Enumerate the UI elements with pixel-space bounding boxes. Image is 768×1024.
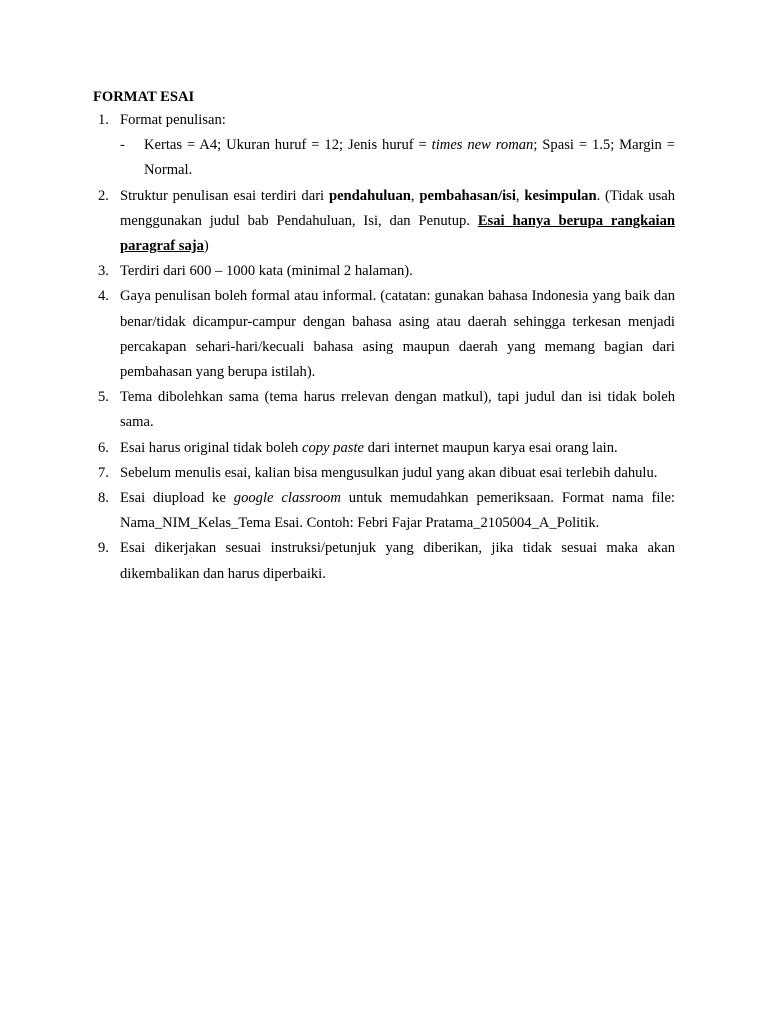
list-item-text (120, 385, 675, 435)
list-item-text (120, 259, 675, 284)
emphasized-text: Esai hanya berupa rangkaian paragraf saja (120, 212, 675, 255)
text-segment: Esai harus original tidak boleh (120, 439, 302, 456)
list-item-text (120, 536, 675, 586)
list-item-number: 5. (98, 389, 109, 406)
text-segment: untuk memudahkan pemeriksaan. Format nama file: Nama_NIM_Kelas_Tema Esai. Contoh: Febri Fajar Pratama_2105004_A_Politik. (120, 490, 675, 532)
bold-text: pembahasan/isi (419, 187, 516, 204)
list-item-number: 3. (98, 263, 109, 280)
list-item-text (120, 486, 675, 536)
text-segment: Gaya penulisan boleh formal atau informal. (catatan: gunakan bahasa Indonesia yang baik dan benar/tidak dicampur-campur dengan bahasa asing atau daerah sehingga terkesan menjadi percakapan sehari-hari/kecuali bahasa asing maupun daerah yang memang bagian dari pembahasan yang berupa istilah). (120, 288, 675, 381)
list-item-number: 8. (98, 490, 109, 507)
list-item-number: 9. (98, 540, 109, 557)
list-item (93, 536, 675, 586)
text-segment: Kertas = A4; Ukuran huruf = 12; Jenis huruf = (144, 137, 432, 154)
format-rules-list (93, 108, 675, 587)
list-item-text (120, 461, 675, 486)
list-item (93, 461, 675, 486)
list-item-number: 6. (98, 439, 109, 456)
list-item (93, 108, 675, 184)
text-segment: , (410, 187, 420, 204)
list-item (93, 284, 675, 385)
document-body (93, 87, 675, 587)
list-item (93, 184, 675, 260)
sub-list-item-text (144, 133, 675, 183)
sub-list-item (120, 133, 675, 183)
text-segment: Sebelum menulis esai, kalian bisa mengusulkan judul yang akan dibuat esai terlebih dahulu. (120, 464, 658, 481)
dash-marker: - (120, 137, 125, 154)
text-segment: Format penulisan: (120, 112, 226, 128)
text-segment: , (515, 187, 525, 204)
text-segment: Struktur penulisan esai terdiri dari (120, 187, 329, 204)
list-item-text (120, 284, 675, 385)
bold-text: pendahuluan (328, 187, 411, 204)
text-segment: Esai dikerjakan sesuai instruksi/petunjuk yang diberikan, jika tidak sesuai maka akan dikembalikan dan harus diperbaiki. (120, 540, 675, 582)
list-item-text (120, 436, 675, 461)
list-item-number: 2. (98, 187, 109, 204)
document-title: FORMAT ESAI (93, 89, 195, 105)
italic-text: times new roman (431, 137, 534, 154)
list-item (93, 486, 675, 536)
text-segment: . (Tidak usah menggunakan judul bab Pendahuluan, Isi, dan Penutup. (120, 187, 676, 229)
list-item-number: 1. (98, 112, 109, 128)
text-segment: dari internet maupun karya esai orang lain. (364, 439, 618, 456)
list-item-text (120, 108, 675, 133)
bold-text: kesimpulan (524, 187, 597, 204)
text-segment: ; Spasi = 1.5; Margin = Normal. (144, 137, 675, 179)
list-item (93, 385, 675, 435)
sub-list (120, 133, 675, 183)
text-segment: Esai diupload ke (120, 490, 234, 507)
list-item-text (120, 184, 675, 260)
text-segment: Tema dibolehkan sama (tema harus rrelevan dengan matkul), tapi judul dan isi tidak boleh sama. (120, 389, 675, 431)
list-item (93, 436, 675, 461)
list-item (93, 259, 675, 284)
italic-text: google classroom (233, 490, 341, 507)
text-segment: ) (203, 238, 209, 255)
list-item-number: 7. (98, 464, 109, 481)
italic-text: copy paste (301, 439, 364, 456)
list-item-number: 4. (98, 288, 109, 305)
text-segment: Terdiri dari 600 – 1000 kata (minimal 2 halaman). (120, 263, 413, 280)
